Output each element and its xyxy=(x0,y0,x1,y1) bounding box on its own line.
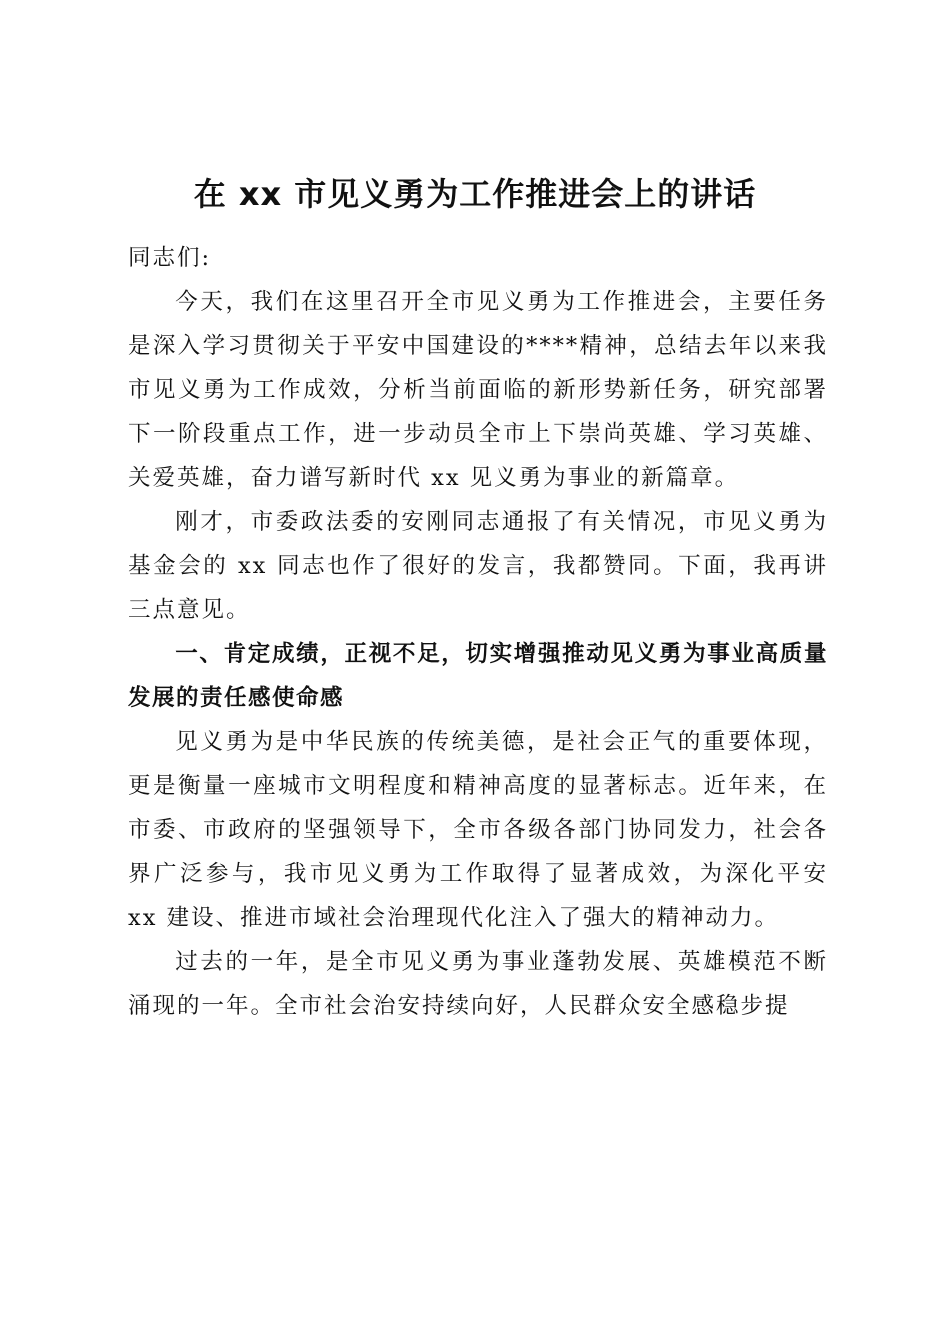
paragraph-achievements: 见义勇为是中华民族的传统美德，是社会正气的重要体现，更是衡量一座城市文明程度和精神高度的显著标志。近年来，在市委、市政府的坚强领导下，全市各级各部门协同发力，社会各界广泛参与，我市见义勇为工作取得了显著成效，为深化平安 xx 建设、推进市域社会治理现代化注入了强大的精神动力。 xyxy=(128,729,828,931)
salutation: 同志们: xyxy=(128,245,212,271)
document-title: 在 xx 市见义勇为工作推进会上的讲话 xyxy=(193,175,757,213)
paragraph-agenda: 刚才，市委政法委的安刚同志通报了有关情况，市见义勇为基金会的 xx 同志也作了很好的发言，我都赞同。下面，我再讲三点意见。 xyxy=(128,509,828,623)
paragraph-past-year: 过去的一年，是全市见义勇为事业蓬勃发展、英雄模范不断涌现的一年。全市社会治安持续向好，人民群众安全感稳步提 xyxy=(128,949,828,1019)
document-body xyxy=(128,236,828,1028)
section-heading: 一、肯定成绩，正视不足，切实增强推动见义勇为事业高质量发展的责任感使命感 xyxy=(128,641,828,711)
paragraph-opening: 今天，我们在这里召开全市见义勇为工作推进会，主要任务是深入学习贯彻关于平安中国建设的****精神，总结去年以来我市见义勇为工作成效，分析当前面临的新形势新任务，研究部署下一阶段重点工作，进一步动员全市上下崇尚英雄、学习英雄、关爱英雄，奋力谱写新时代 xx 见义勇为事业的新篇章。 xyxy=(128,289,828,491)
